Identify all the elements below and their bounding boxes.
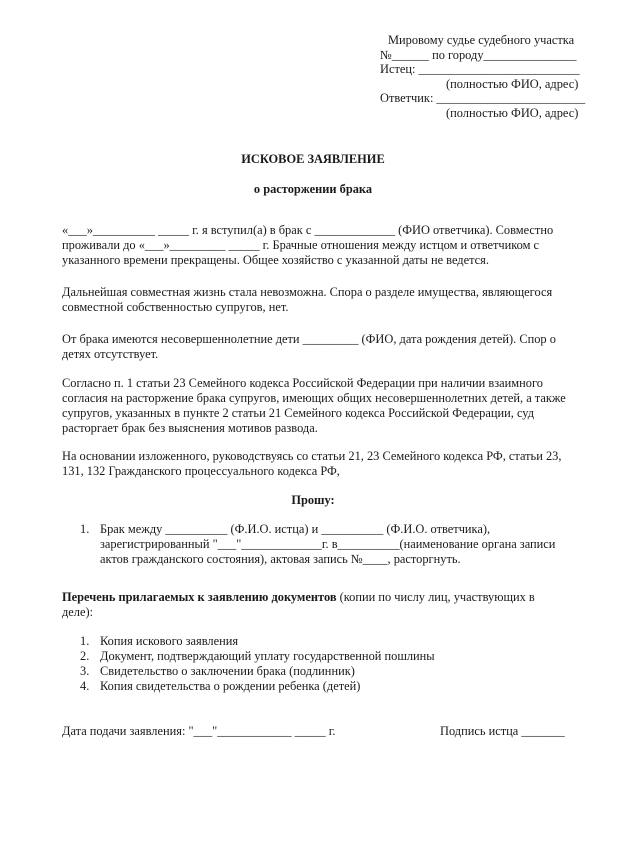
request-number: 1. xyxy=(80,522,90,536)
list-item-text: Копия свидетельства о рождении ребенка (детей) xyxy=(100,679,361,693)
list-item-text: Копия искового заявления xyxy=(100,634,239,648)
paragraph-property xyxy=(62,285,586,315)
request-heading: Прошу: xyxy=(291,493,335,507)
text-line: Согласно п. 1 статьи 23 Семейного кодекса Российской Федерации при наличии взаимного xyxy=(62,376,543,390)
list-item-number: 4. xyxy=(80,679,90,693)
paragraph-legal-basis xyxy=(62,376,586,436)
list-item-text: Документ, подтверждающий уплату государственной пошлины xyxy=(100,649,435,663)
list-item xyxy=(80,664,435,679)
list-item-number: 1. xyxy=(80,634,90,648)
list-item-text: Свидетельство о заключении брака (подлинник) xyxy=(100,664,355,678)
paragraph-children xyxy=(62,332,586,362)
text-line: От брака имеются несовершеннолетние дети _________ (ФИО, дата рождения детей). Спор о xyxy=(62,332,556,346)
document-title: ИСКОВОЕ ЗАЯВЛЕНИЕ xyxy=(241,152,385,166)
text-line: актов гражданского состояния), актовая запись №____, расторгнуть. xyxy=(100,552,461,566)
list-item xyxy=(80,634,435,649)
text-line: супругов, указанных в пункте 2 статьи 21 Семейного кодекса Российской Федерации, суд xyxy=(62,406,534,420)
text-line: согласия на расторжение брака супругов, имеющих общих несовершеннолетних детей, а также xyxy=(62,391,566,405)
text-line: «___»__________ _____ г. я вступил(а) в брак с _____________ (ФИО ответчика). Совместно xyxy=(62,223,554,237)
attachments-heading xyxy=(62,590,586,620)
list-item xyxy=(80,679,435,694)
attachments-heading-line2: деле): xyxy=(62,605,94,619)
filing-date-line: Дата подачи заявления: "___"____________ _____ г. xyxy=(62,724,336,738)
list-item xyxy=(80,649,435,664)
text-line: Дальнейшая совместная жизнь стала невозможна. Спора о разделе имущества, являющегося xyxy=(62,285,553,299)
addressee-court: Мировому судье судебного участка xyxy=(388,33,575,47)
attachments-heading-rest: (копии по числу лиц, участвующих в xyxy=(336,590,535,604)
attachments-heading-line xyxy=(62,590,586,605)
defendant-line: Ответчик: ________________________ xyxy=(380,91,586,105)
request-body xyxy=(100,522,586,567)
list-item-number: 2. xyxy=(80,649,90,663)
text-line: детях отсутствует. xyxy=(62,347,159,361)
attachments-heading-bold: Перечень прилагаемых к заявлению документов xyxy=(62,590,337,604)
text-line: расторгает брак без выяснения мотивов развода. xyxy=(62,421,318,435)
plaintiff-line: Истец: __________________________ xyxy=(380,62,580,76)
addressee-district: №______ по городу_______________ xyxy=(380,47,577,62)
signature-line: Подпись истца _______ xyxy=(440,724,565,738)
paragraph-marriage xyxy=(62,223,586,268)
text-line: На основании изложенного, руководствуясь со статьи 21, 23 Семейного кодекса РФ, статьи 23, xyxy=(62,449,562,463)
defendant-hint: (полностью ФИО, адрес) xyxy=(446,105,579,120)
text-line: 131, 132 Гражданского процессуального кодекса РФ, xyxy=(62,464,340,478)
text-line: Брак между __________ (Ф.И.О. истца) и __________ (Ф.И.О. ответчика), xyxy=(100,522,491,536)
addressee-block xyxy=(380,33,590,120)
text-line: указанного времени прекращены. Общее хозяйство с указанной даты не ведется. xyxy=(62,253,489,267)
text-line: зарегистрированный "___"_____________г. в__________(наименование органа записи xyxy=(100,537,556,551)
plaintiff-hint: (полностью ФИО, адрес) xyxy=(446,76,579,91)
attachments-list xyxy=(80,634,435,694)
paragraph-grounds xyxy=(62,449,586,479)
text-line: совместной собственностью супругов, нет. xyxy=(62,300,289,314)
list-item-number: 3. xyxy=(80,664,90,678)
document-subtitle: о расторжении брака xyxy=(253,182,373,196)
text-line: проживали до «___»_________ _____ г. Брачные отношения между истцом и ответчиком с xyxy=(62,238,540,252)
